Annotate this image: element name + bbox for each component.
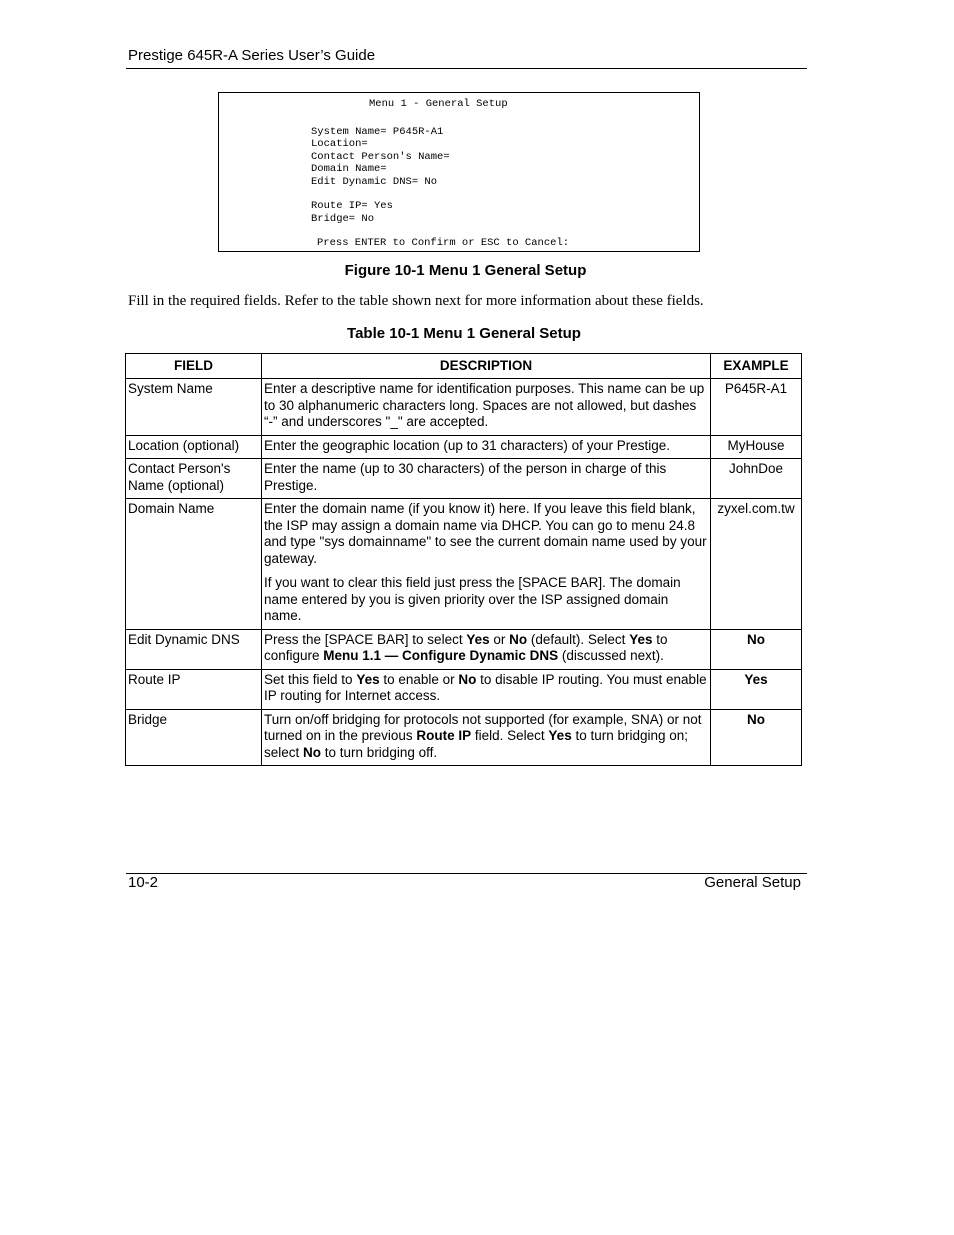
screen-prompt: Press ENTER to Confirm or ESC to Cancel: [317,237,570,249]
cell-field: Contact Person's Name (optional) [126,459,262,499]
cell-example: JohnDoe [711,459,802,499]
description-text: to disable IP routing. You must enable IP routing for Internet access. [264,671,707,703]
page-header-title: Prestige 645R-A Series User’s Guide [128,47,376,64]
screen-title: Menu 1 - General Setup [369,98,508,110]
description-keyword: Route IP [416,728,472,743]
description-paragraph [264,632,708,665]
screen-line-system-name: System Name= P645R-A1 [311,126,444,138]
column-header-example: EXAMPLE [711,354,802,379]
screen-line-bridge: Bridge= No [311,213,375,225]
description-text: to enable or [379,671,459,687]
cell-field: Location (optional) [126,435,262,459]
cell-description [262,459,711,499]
screen-line-dynamic-dns: Edit Dynamic DNS= No [311,176,438,188]
description-keyword: Yes [548,728,572,743]
table-header-row [126,354,802,379]
menu-screen-figure [218,92,700,252]
cell-field: Edit Dynamic DNS [126,629,262,669]
cell-example: P645R-A1 [711,379,802,436]
cell-description [262,379,711,436]
description-paragraph: If you want to clear this field just press the [SPACE BAR]. The domain name entered by you is given priority over the ISP assigned domain name. [264,575,681,623]
description-text: to configure [264,631,668,663]
footer-section-title: General Setup [704,874,801,891]
table-row [126,629,802,669]
cell-example: zyxel.com.tw [711,499,802,630]
table-row [126,499,802,630]
table-row [126,435,802,459]
cell-description [262,499,711,630]
description-paragraph: Enter the domain name (if you know it) here. If you leave this field blank, the ISP may assign a domain name via DHCP. You can go to menu 24.8 and type "sys domainname" to see the current domain name used by your gateway. [264,501,707,566]
cell-field: Bridge [126,709,262,766]
settings-table [125,353,802,766]
screen-line-location: Location= [311,138,368,150]
screen-line-domain: Domain Name= [311,163,387,175]
description-keyword: Yes [356,671,380,687]
column-header-field: FIELD [126,354,262,379]
table-row [126,459,802,499]
cell-field: System Name [126,379,262,436]
cell-field: Domain Name [126,499,262,630]
header-divider [126,68,807,69]
description-keyword: No [303,744,322,760]
cell-example: No [711,709,802,766]
description-paragraph: Enter the name (up to 30 characters) of the person in charge of this Prestige. [264,461,667,493]
description-paragraph [264,672,708,705]
cell-example: Yes [711,669,802,709]
intro-paragraph: Fill in the required fields. Refer to the table shown next for more information about these fields. [128,293,704,309]
description-paragraph: Enter a descriptive name for identification purposes. This name can be up to 30 alphanumeric characters long. Spaces are not allowed, but dashes “-” and underscores "_" are accepted. [264,381,705,429]
description-text: Set this field to [264,671,357,687]
description-keyword: Yes [629,631,653,647]
screen-line-contact: Contact Person's Name= [311,151,450,163]
cell-description [262,435,711,459]
description-keyword: Menu 1.1 — Configure Dynamic DNS [323,648,559,663]
description-text: (default). Select [527,631,630,647]
cell-description [262,669,711,709]
description-paragraph [264,712,708,762]
description-text: Turn on/off bridging for protocols not supported (for example, SNA) or not turned on in the previous [264,711,702,743]
cell-description [262,709,711,766]
footer-page-number: 10-2 [128,874,159,891]
table-caption: Table 10-1 Menu 1 General Setup [347,325,581,342]
description-keyword: Yes [466,631,490,647]
cell-field: Route IP [126,669,262,709]
description-text: to turn bridging off. [321,744,438,760]
description-text: Press the [SPACE BAR] to select [264,631,467,647]
description-text: or [489,631,510,647]
description-keyword: No [458,671,477,687]
figure-caption: Figure 10-1 Menu 1 General Setup [344,262,587,279]
column-header-description: DESCRIPTION [262,354,711,379]
cell-description [262,629,711,669]
description-keyword: No [509,631,528,647]
description-text: to turn bridging on; select [264,728,689,760]
cell-example: No [711,629,802,669]
table-row [126,669,802,709]
description-text: field. Select [471,728,549,743]
description-paragraph: Enter the geographic location (up to 31 characters) of your Prestige. [264,437,670,453]
screen-line-route-ip: Route IP= Yes [311,200,393,212]
cell-example: MyHouse [711,435,802,459]
table-row [126,379,802,436]
table-row [126,709,802,766]
description-text: (discussed next). [558,648,664,663]
